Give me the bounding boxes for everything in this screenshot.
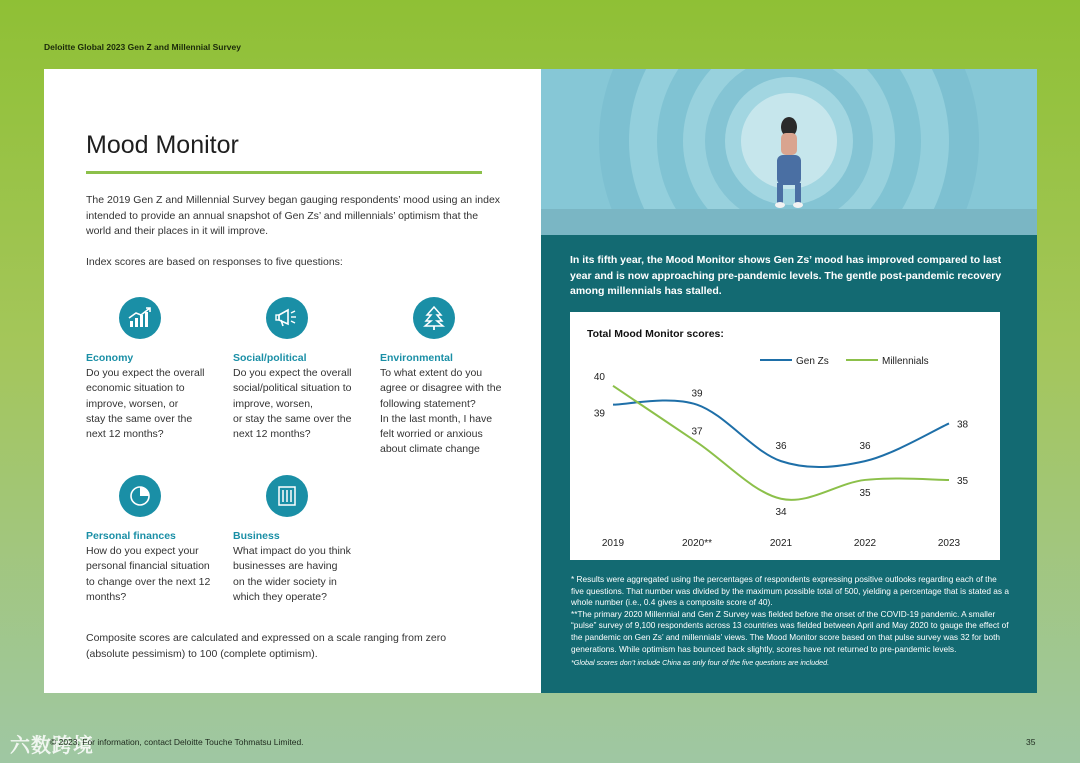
question-personal-finances xyxy=(86,530,226,605)
x-tick-label: 2020** xyxy=(681,538,713,549)
tree-icon xyxy=(413,297,455,339)
data-label: 36 xyxy=(859,441,871,453)
x-tick-label: 2019 xyxy=(601,538,625,549)
data-label: 35 xyxy=(859,487,871,499)
question-social-political xyxy=(233,352,373,442)
mood-monitor-chart xyxy=(570,312,1000,560)
question-business xyxy=(233,530,373,605)
footnote-2: **The primary 2020 Millennial and Gen Z Survey was fielded before the onset of the COVID-19 pandemic. A smaller “pulse” survey of 9,100 respondents across 13 countries was fielded between April and May 2020 to gauge the effect of the pandemic on Gen Zs’ and millennials’ views. The Mood Monitor score based on that pulse survey was 32 for both generations. While optimism has bounced back slightly, scores have not returned to pre-pandemic levels. xyxy=(571,608,1009,654)
data-label: 39 xyxy=(593,408,605,420)
callout-text: In its fifth year, the Mood Monitor shows Gen Zs’ mood has improved compared to last year and is now approaching pre-pandemic levels. The gentle post-pandemic recovery among millennials has stalled. xyxy=(570,254,1002,297)
question-text: What impact do you think businesses are having on the wider society in which they operate? xyxy=(233,545,351,603)
question-title: Social/political xyxy=(233,352,307,364)
data-label: 34 xyxy=(775,506,787,518)
question-environmental xyxy=(380,352,520,458)
legend-label: Gen Zs xyxy=(796,356,829,367)
data-label: 40 xyxy=(593,371,605,383)
footnote-italic: *Global scores don’t include China as only four of the five questions are included. xyxy=(571,658,830,668)
question-title: Economy xyxy=(86,352,134,364)
pie-chart-icon xyxy=(119,475,161,517)
chart-canvas xyxy=(570,312,1000,560)
report-title: Deloitte Global 2023 Gen Z and Millennial Survey xyxy=(44,42,241,52)
x-tick-label: 2022 xyxy=(853,538,877,549)
question-title: Personal finances xyxy=(86,530,176,542)
footnotes xyxy=(571,574,1011,669)
question-text: How do you expect your personal financial situation to change over the next 12 months? xyxy=(86,545,211,603)
x-tick-label: 2023 xyxy=(937,538,961,549)
chart-title: Total Mood Monitor scores: xyxy=(587,328,724,340)
legend-label: Millennials xyxy=(882,356,929,367)
watermark-logo: 六数跨境 xyxy=(10,735,94,757)
megaphone-icon xyxy=(266,297,308,339)
building-icon xyxy=(266,475,308,517)
title-underline xyxy=(86,171,482,174)
question-text: To what extent do you agree or disagree with the following statement? In the last month, I have felt worried or anxious about climate change xyxy=(380,367,502,456)
question-economy xyxy=(86,352,226,442)
composite-note: Composite scores are calculated and expressed on a scale ranging from zero (absolute pessimism) to 100 (complete optimism). xyxy=(86,632,447,660)
page-spread xyxy=(44,69,1037,693)
right-panel xyxy=(541,69,1037,693)
chart-growth-icon xyxy=(119,297,161,339)
footnote-1: * Results were aggregated using the percentages of respondents expressing positive outlooks regarding each of the five questions. That number was divided by the maximum possible total of 500, yielding a percentage that is stated as a whole number (i.e., 0.4 gives a composite score of 40). xyxy=(571,574,1009,608)
footer-copyright: © 2023. For information, contact Deloitte Touche Tohmatsu Limited. xyxy=(50,737,304,747)
data-label: 39 xyxy=(691,388,703,400)
question-title: Business xyxy=(233,530,280,542)
tunnel-photo xyxy=(541,69,1037,235)
page-title: Mood Monitor xyxy=(86,131,239,159)
data-label: 35 xyxy=(957,475,969,487)
intro-paragraph: The 2019 Gen Z and Millennial Survey began gauging respondents’ mood using an index intended to provide an annual snapshot of Gen Zs’ and millennials’ optimism that the world and their places in it will improve. xyxy=(86,194,501,237)
data-label: 37 xyxy=(691,426,703,438)
left-panel xyxy=(44,69,541,693)
series-line-gen-zs xyxy=(613,400,949,467)
question-text: Do you expect the overall economic situation to improve, worsen, or stay the same over the next 12 months? xyxy=(86,367,205,441)
data-label: 36 xyxy=(775,441,787,453)
page-number: 35 xyxy=(1026,737,1036,747)
question-text: Do you expect the overall social/political situation to improve, worsen, or stay the same over the next 12 months? xyxy=(233,367,352,441)
question-title: Environmental xyxy=(380,352,453,364)
x-tick-label: 2021 xyxy=(769,538,793,549)
data-label: 38 xyxy=(957,419,969,431)
questions-intro: Index scores are based on responses to five questions: xyxy=(86,256,343,268)
